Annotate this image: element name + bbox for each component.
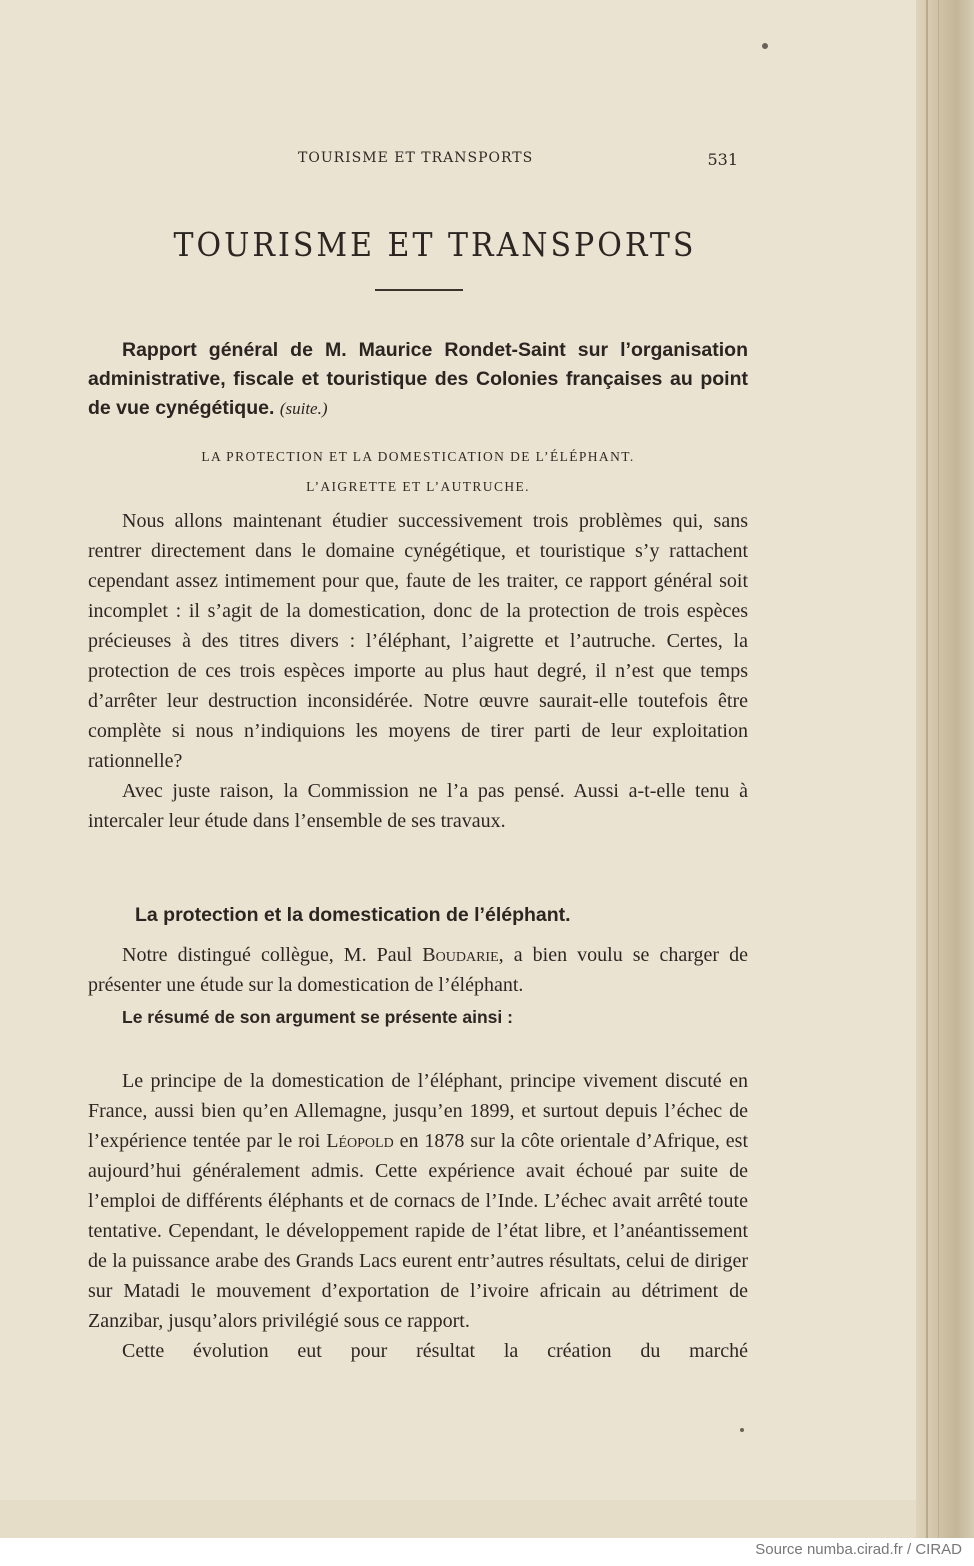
page-edge <box>916 0 974 1538</box>
intro-paragraphs <box>88 506 748 836</box>
subheading-elephant: LA PROTECTION ET LA DOMESTICATION DE L’ÉLÉPHANT. <box>201 449 635 464</box>
report-heading-text: Rapport général de M. Maurice Rondet-Saint sur l’organisation administrative, fiscale et touristique des Colonies françaises au point de vue cynégétique. <box>88 339 748 419</box>
subheading-aigrette: L’AIGRETTE ET L’AUTRUCHE. <box>306 479 530 494</box>
paragraph-text: Notre distingué collègue, M. Paul <box>122 944 413 966</box>
running-title: TOURISME ET TRANSPORTS <box>298 150 534 166</box>
subheadings <box>88 442 748 502</box>
paragraph: Cette évolution eut pour résultat la création du marché <box>122 1340 748 1362</box>
report-heading <box>88 336 748 423</box>
paragraph: Nous allons maintenant étudier successivement trois problèmes qui, sans rentrer directement dans le domaine cynégétique, et touristique s’y rattachent cependant assez intimement pour que, faute de les traiter, ce rapport général soit incomplet : il s’agit de la domestication, donc de la protection de trois espèces précieuses à des titres divers : l’éléphant, l’aigrette et l’autruche. Certes, la protection de ces trois espèces importe au plus haut degré, il n’est que temps d’arrêter leur destruction inconsidérée. Notre œuvre saurait-elle toutefois être complète si nous n’indiquions les moyens de tirer parti de leur exploitation rationnelle? <box>88 510 748 772</box>
title-rule <box>375 289 463 291</box>
person-name: Boudarie <box>422 944 499 966</box>
page-number: 531 <box>707 150 738 169</box>
paragraph <box>88 1066 748 1336</box>
summary-line: Le résumé de son argument se présente ainsi : <box>122 1007 513 1027</box>
bottom-margin <box>0 1500 916 1538</box>
paragraph-text: , a bien voulu se charger de présenter une étude sur la domestication de l’éléphant. <box>88 944 749 996</box>
ink-speck <box>762 43 768 49</box>
source-credit: Source numba.cirad.fr / CIRAD <box>755 1541 962 1558</box>
body-paragraphs <box>88 1066 748 1366</box>
person-name: Léopold <box>326 1130 394 1152</box>
paragraph <box>88 940 748 1000</box>
section-paragraphs <box>88 940 748 1032</box>
ink-speck <box>740 1428 744 1432</box>
running-header <box>120 150 750 170</box>
paragraph-text: en 1878 sur la côte orientale d’Afrique, est aujourd’hui généralement admis. Cette expérience avait échoué par suite de l’emploi de différents éléphants et de cornacs de l’Inde. L’échec avait arrêté toute tentative. Cependant, le développement rapide de l’état libre, et l’anéantissement de la puissance arabe des Grands Lacs eurent entr’autres résultats, celui de diriger sur Matadi le mouvement d’exportation de l’ivoire africain au détriment de Zanzibar, jusqu’alors privilégié sous ce rapport. <box>88 1130 749 1332</box>
section-heading: La protection et la domestication de l’éléphant. <box>135 904 571 926</box>
page-title: TOURISME ET TRANSPORTS <box>173 226 697 265</box>
paragraph-text: Le principe de la domestication de l’éléphant, principe vivement discuté en France, aussi bien qu’en Allemagne, jusqu’en 1899, et surtout depuis l’échec de l’expérience tentée par le roi <box>88 1070 748 1152</box>
paragraph: Avec juste raison, la Commission ne l’a pas pensé. Aussi a-t-elle tenu à intercaler leur étude dans l’ensemble de ses travaux. <box>88 780 748 832</box>
report-suite: (suite.) <box>279 399 328 418</box>
